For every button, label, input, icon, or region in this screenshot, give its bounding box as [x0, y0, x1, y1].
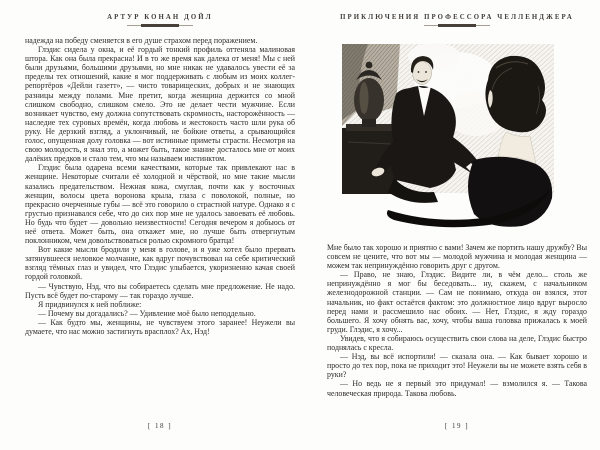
- running-head-right: [327, 10, 587, 27]
- page-number-right: [ 19 ]: [444, 422, 470, 430]
- paragraph: Вот какие мысли бродили у меня в голове, и я уже хотел было прервать затянувшееся неловкое молчание, как вдруг почувствовал на себе критический взгляд тёмных глаз и увидел, что Глэдис улыбается, укоризненно качая своей гордой головкой.: [25, 245, 295, 282]
- page-number-left: [ 18 ]: [147, 422, 173, 430]
- running-head-title: ПРИКЛЮЧЕНИЯ ПРОФЕССОРА ЧЕЛЛЕНДЖЕРА: [340, 14, 574, 21]
- paragraph: — Как будто мы, женщины, не чувствуем этого заранее! Неужели вы думаете, что нас можно застигнуть врасплох? Ах, Нэд!: [25, 317, 295, 336]
- paragraph: — Чувствую, Нэд, что вы собираетесь сделать мне предложение. Не надо. Пусть всё будет по-старому — так гораздо лучше.: [25, 281, 295, 300]
- header-rule: [424, 24, 490, 27]
- page-left: [25, 10, 295, 442]
- paragraph: — Почему вы догадались? — Удивление моё было неподдельно.: [38, 308, 256, 318]
- paragraph: Глэдис была одарена всеми качествами, которые так привлекают нас в женщине. Некоторые считали её холодной и чёрствой, но мне такие мысли казались предательством. Нежная кожа, смуглая, почти как у восточных женщин, волосы цвета воронова крыла, глаза с поволокой, полные, но прекрасно очерченные губы — всё это говорило о страстной натуре. Однако я с грустью признавался себе, что до сих пор мне не удалось завоевать её любовь. Но будь что будет — довольно неизвестности! Сегодня вечером я добьюсь от неё ответа. Может быть, она откажет мне, но лучше быть отвергнутым поклонником, чем довольствоваться ролью скромного братца!: [25, 163, 295, 246]
- paragraph: Я придвинулся к ней поближе:: [38, 299, 142, 309]
- paragraph: надежда на победу сменяется в его душе страхом перед поражением.: [25, 36, 258, 45]
- paragraph: Глэдис сидела у окна, и её гордый тонкий профиль оттеняла малиновая штора. Как она была прекрасна! И в то же время как далека от меня! Мы с ней были друзьями, большими друзьями, но мне никак не удавалось увести её за пределы тех отношений, какие я мог поддерживать с любым из моих коллег-репортёров «Дейли газетт», — чисто товарищеских, добрых и не знающих разницы между полами. Мне претит, когда женщина держится со мной слишком свободно, слишком смело. Это не делает чести мужчине. Если возникает чувство, ему должна сопутствовать скромность, насторожённость — наследие тех суровых времён, когда любовь и жестокость часто шли рука об руку. Не дерзкий взгляд, а уклончивый, не бойкие ответы, а срывающийся голос, опущенная долу головка — вот истинные приметы страсти. Несмотря на свою молодость, я знал это, а может быть, такое знание досталось мне от моих далёких предков и стало тем, что мы называем инстинктом.: [25, 45, 295, 164]
- header-rule: [127, 24, 193, 27]
- page-text-left: [25, 36, 295, 336]
- book-illustration: [338, 42, 558, 235]
- page-text-right: [327, 243, 587, 398]
- paragraph: — Право, не знаю, Глэдис. Видите ли, в чём дело... столь же непринуждённо я мог бы беседовать... ну, скажем, с начальником железнодорожной станции. — Сам не понимаю, откуда он взялся, этот начальник, но факт остаётся фактом: это должностное лицо вдруг выросло перед нами и рассмешило нас обоих. — Нет, Глэдис, я жду гораздо большего. Я хочу обнять вас, хочу, чтобы ваша головка прижалась к моей груди. Глэдис, я хочу...: [327, 270, 587, 334]
- page-right: [327, 10, 587, 442]
- paragraph: — Но ведь не я первый это придумал! — взмолился я. — Такова человеческая природа. Такова любовь.: [327, 379, 587, 398]
- running-head-left: [25, 10, 295, 27]
- paragraph: — Нэд, вы всё испортили! — сказала она. — Как бывает хорошо и просто до тех пор, пока не приходит это! Неужели вы не можете взять себя в руки?: [327, 352, 587, 380]
- running-head-title: АРТУР КОНАН ДОЙЛ: [107, 14, 213, 21]
- paragraph: Мне было так хорошо и приятно с вами! Зачем же портить нашу дружбу? Вы совсем не цените, что вот мы — молодой мужчина и молодая женщина — можем так непринуждённо говорить друг с другом.: [327, 243, 587, 271]
- paragraph: Увидев, что я собираюсь осуществить свои слова на деле, Глэдис быстро поднялась с кресла.: [327, 333, 587, 353]
